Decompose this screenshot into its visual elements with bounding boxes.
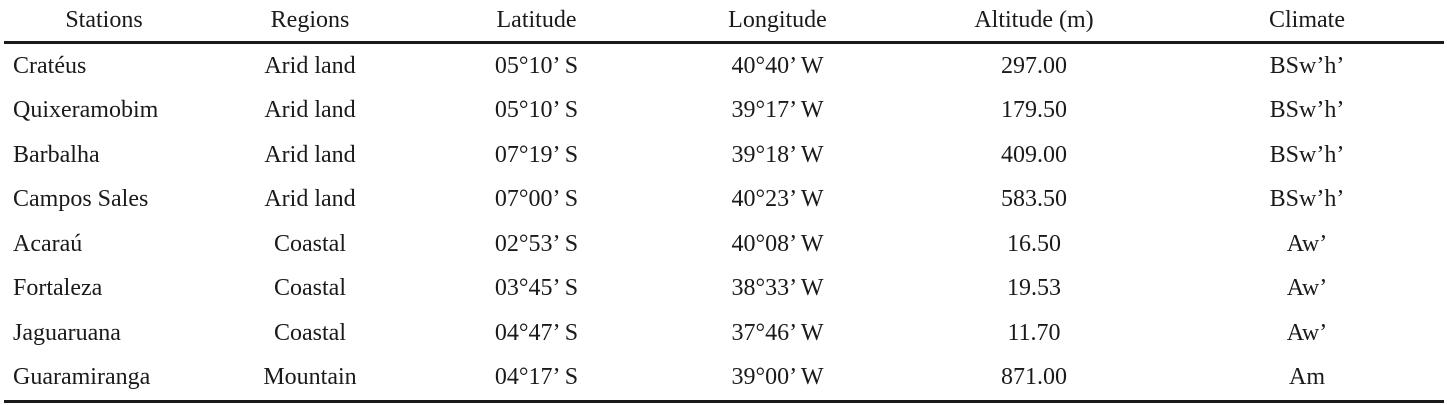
table-body [4, 43, 1444, 402]
header-stations: Stations [4, 0, 204, 43]
cell-altitude: 19.53 [1007, 275, 1061, 302]
stations-table [4, 0, 1444, 403]
table-row [4, 43, 1444, 89]
cell-region: Arid land [264, 141, 356, 168]
cell-climate: BSw’h’ [1269, 141, 1345, 168]
header-climate: Climate [1170, 0, 1444, 43]
cell-climate: BSw’h’ [1269, 52, 1345, 79]
cell-latitude: 07°00’ S [494, 186, 579, 213]
cell-region: Coastal [274, 275, 346, 302]
cell-altitude: 11.70 [1007, 319, 1061, 346]
cell-station: Campos Sales [13, 186, 149, 213]
cell-climate: Am [1170, 356, 1444, 402]
cell-climate: BSw’h’ [1269, 97, 1345, 124]
cell-climate: BSw’h’ [1269, 186, 1345, 213]
cell-region: Coastal [274, 319, 346, 346]
cell-latitude: 07°19’ S [494, 141, 579, 168]
cell-region: Arid land [264, 52, 356, 79]
cell-longitude: 39°00’ W [657, 356, 898, 402]
cell-station: Barbalha [13, 141, 100, 168]
header-row [4, 0, 1444, 43]
table-row [4, 89, 1444, 134]
cell-altitude: 583.50 [1001, 186, 1067, 213]
header-latitude: Latitude [416, 0, 657, 43]
header-altitude: Altitude (m) [898, 0, 1170, 43]
cell-latitude: 02°53’ S [494, 230, 579, 257]
cell-station: Cratéus [13, 52, 87, 79]
cell-region: Arid land [264, 186, 356, 213]
cell-longitude: 39°18’ W [731, 141, 824, 168]
cell-climate: Aw’ [1286, 275, 1328, 302]
cell-longitude: 38°33’ W [731, 275, 824, 302]
table-row [4, 133, 1444, 178]
cell-latitude: 05°10’ S [494, 97, 579, 124]
cell-latitude: 04°47’ S [494, 319, 579, 346]
cell-altitude: 871.00 [898, 356, 1170, 402]
table-row [4, 222, 1444, 267]
cell-longitude: 39°17’ W [731, 97, 824, 124]
cell-longitude: 40°40’ W [731, 52, 824, 79]
table-row [4, 311, 1444, 356]
table-header [4, 0, 1444, 43]
cell-station: Jaguaruana [13, 319, 121, 346]
cell-altitude: 179.50 [1001, 97, 1067, 124]
cell-altitude: 409.00 [1001, 141, 1067, 168]
cell-longitude: 37°46’ W [731, 319, 824, 346]
cell-climate: Aw’ [1286, 319, 1328, 346]
cell-station: Acaraú [13, 230, 83, 257]
cell-station: Quixeramobim [13, 97, 159, 124]
table-row [4, 178, 1444, 223]
cell-station: Fortaleza [13, 275, 103, 302]
table-row [4, 356, 1444, 402]
header-regions: Regions [204, 0, 416, 43]
cell-altitude: 16.50 [1007, 230, 1061, 257]
header-longitude: Longitude [657, 0, 898, 43]
cell-latitude: 03°45’ S [494, 275, 579, 302]
cell-station: Guaramiranga [4, 356, 204, 402]
cell-region: Arid land [264, 97, 356, 124]
cell-region: Mountain [204, 356, 416, 402]
cell-latitude: 04°17’ S [416, 356, 657, 402]
cell-longitude: 40°23’ W [731, 186, 824, 213]
stations-table-container [4, 0, 1444, 403]
cell-climate: Aw’ [1286, 230, 1328, 257]
cell-latitude: 05°10’ S [494, 52, 579, 79]
table-row [4, 267, 1444, 312]
cell-altitude: 297.00 [1001, 52, 1067, 79]
cell-longitude: 40°08’ W [731, 230, 824, 257]
cell-region: Coastal [274, 230, 346, 257]
